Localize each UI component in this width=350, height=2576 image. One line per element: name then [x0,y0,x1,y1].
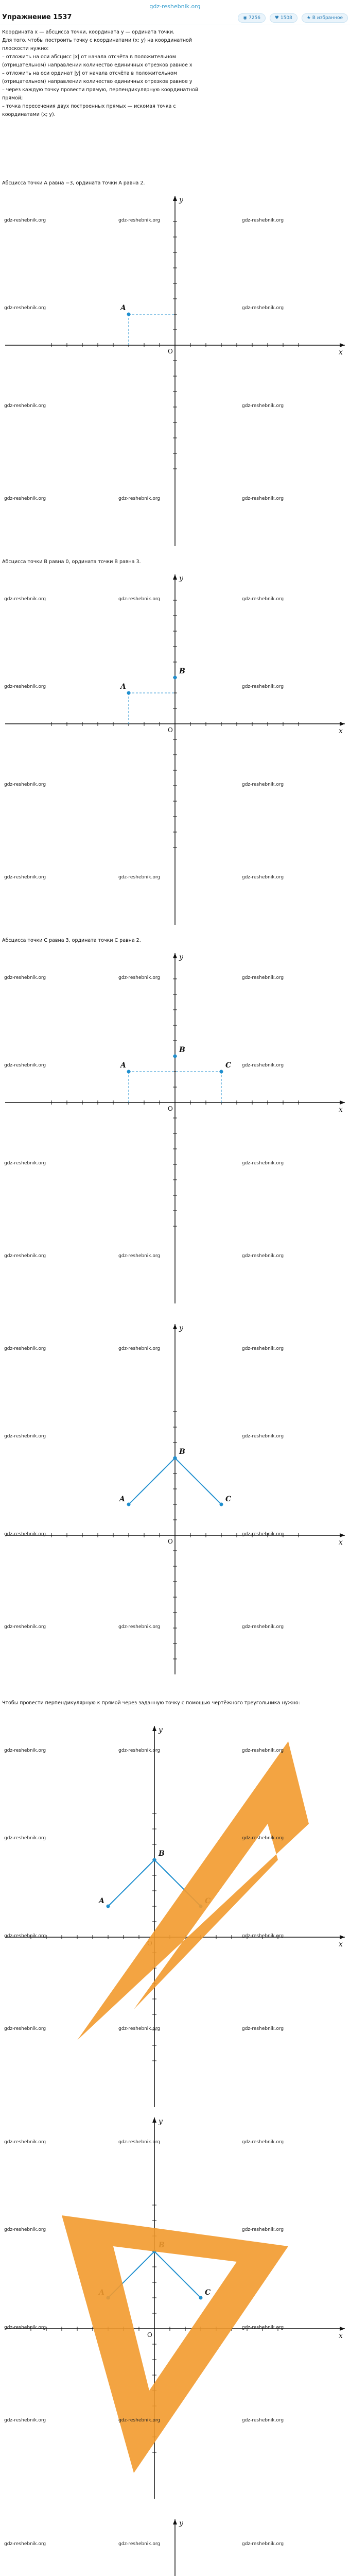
watermark: gdz-reshebnik.org [4,684,46,689]
watermark: gdz-reshebnik.org [4,2227,46,2232]
watermark: gdz-reshebnik.org [4,1161,46,1166]
side-bc [175,1458,221,1504]
intro-line: (отрицательном) направлении количество единичных отрезков равное x [2,62,192,68]
eye-icon: ◉ [243,15,248,21]
intro-text [2,29,342,120]
intro-line: – отложить на оси абсцисс |x| от начала отсчёта в положительном [2,54,176,60]
watermark: gdz-reshebnik.org [242,2140,284,2145]
watermark: gdz-reshebnik.org [118,875,161,880]
likes-count: 1508 [280,15,292,21]
y-axis-label: y [179,2519,183,2528]
intro-line: прямой; [2,95,23,101]
watermark: gdz-reshebnik.org [242,496,284,501]
x-axis-arrow [340,722,345,726]
watermark: gdz-reshebnik.org [242,2418,284,2423]
watermark: gdz-reshebnik.org [242,1434,284,1439]
watermark: gdz-reshebnik.org [4,1934,46,1939]
watermark: gdz-reshebnik.org [118,1346,161,1351]
watermark: gdz-reshebnik.org [4,1836,46,1841]
watermark: gdz-reshebnik.org [242,2541,284,2547]
watermark: gdz-reshebnik.org [242,875,284,880]
watermark: gdz-reshebnik.org [242,1836,284,1841]
y-axis-arrow [173,953,177,958]
point-a-label: A [120,683,126,691]
point-b-label: B [179,1046,185,1054]
set-square [62,2215,288,2473]
watermark: gdz-reshebnik.org [4,1434,46,1439]
point-b-dot [173,1456,177,1460]
watermark: gdz-reshebnik.org [4,306,46,311]
intro-line: Для того, чтобы построить точку с координатами (x; y) на координатной [2,38,192,43]
watermark: gdz-reshebnik.org [4,2026,46,2031]
watermark: gdz-reshebnik.org [242,1624,284,1630]
point-a-label: A [120,1061,126,1070]
point-a-dot [127,1070,131,1074]
watermark: gdz-reshebnik.org [118,496,161,501]
x-axis-label: x [339,727,343,735]
watermark: gdz-reshebnik.org [4,2325,46,2330]
watermark: gdz-reshebnik.org [242,597,284,602]
watermark: gdz-reshebnik.org [242,306,284,311]
y-axis-arrow [173,2519,177,2524]
watermark: gdz-reshebnik.org [4,218,46,223]
graph-6 [0,2112,350,2504]
x-axis-label: x [339,348,343,357]
graph-1 [0,191,350,551]
point-b-dot [153,1858,156,1862]
intro-line: Координата x — абсцисса точки, координата y — ордината точки. [2,29,175,35]
watermark: gdz-reshebnik.org [242,1063,284,1068]
header-bar [0,12,350,25]
watermark: gdz-reshebnik.org [4,975,46,980]
point-a-dot [127,313,131,316]
watermark: gdz-reshebnik.org [242,1934,284,1939]
point-a-label: A [120,304,126,312]
watermark: gdz-reshebnik.org [4,1253,46,1259]
intro-line: – точка пересечения двух построенных прямых — искомая точка с [2,104,176,109]
watermark: gdz-reshebnik.org [118,1253,161,1259]
watermark: gdz-reshebnik.org [242,1346,284,1351]
watermark: gdz-reshebnik.org [4,2140,46,2145]
point-a-dot [107,1905,110,1908]
x-axis-label: x [339,1940,343,1948]
watermark: gdz-reshebnik.org [242,1532,284,1537]
watermark: gdz-reshebnik.org [242,1748,284,1753]
intro-line: плоскости нужно: [2,46,49,52]
watermark: gdz-reshebnik.org [4,1748,46,1753]
watermark: gdz-reshebnik.org [118,2418,161,2423]
origin-label: O [168,1538,173,1545]
x-axis-label: x [339,1538,343,1547]
y-axis-arrow [173,196,177,201]
x-axis-arrow [340,2327,345,2331]
origin-label: O [147,2331,152,2338]
watermark: gdz-reshebnik.org [4,496,46,501]
watermark: gdz-reshebnik.org [118,1748,161,1753]
watermark: gdz-reshebnik.org [4,1624,46,1630]
watermark: gdz-reshebnik.org [242,2227,284,2232]
watermark: gdz-reshebnik.org [118,1624,161,1630]
y-axis-label: y [179,953,183,961]
x-axis-label: x [339,1106,343,1114]
bookmark-icon: ★ [306,15,311,21]
point-b-label: B [179,667,185,675]
x-axis-arrow [340,1935,345,1939]
intro-line: – через каждую точку провести прямую, перпендикулярную координатной [2,87,199,93]
origin-label: O [168,348,173,355]
intro-line: координатами (x; y). [2,112,56,117]
y-axis-arrow [173,574,177,580]
watermark: gdz-reshebnik.org [4,403,46,409]
watermark: gdz-reshebnik.org [4,1063,46,1068]
watermark: gdz-reshebnik.org [242,975,284,980]
watermark: gdz-reshebnik.org [118,975,161,980]
point-b-dot [173,676,177,680]
point-b-label: B [179,1448,185,1456]
y-axis-label: y [159,1726,163,1734]
watermark: gdz-reshebnik.org [4,2541,46,2547]
x-axis-label: x [339,2332,343,2340]
point-c-label: C [225,1495,232,1503]
views-pill[interactable] [238,13,266,23]
watermark: gdz-reshebnik.org [4,1346,46,1351]
caption-4: Чтобы провести перпендикулярную к прямой через заданную точку с помощью чертёжного треугольника нужно: [2,1700,300,1706]
origin-label: O [168,726,173,734]
y-axis-arrow [173,1324,177,1329]
x-axis-arrow [340,1100,345,1105]
caption-1: Абсцисса точки A равна −3, ордината точки A равна 2. [2,180,145,186]
y-axis-arrow [152,1726,156,1731]
point-c-label: C [225,1061,232,1070]
graph-3 [0,948,350,1309]
watermark: gdz-reshebnik.org [242,782,284,787]
watermark: gdz-reshebnik.org [242,2325,284,2330]
point-a-label: A [99,1897,104,1905]
origin-label: O [168,1105,173,1112]
site-name[interactable]: gdz-reshebnik.org [149,3,201,10]
point-c-dot [199,2296,203,2300]
point-b-label: B [159,1850,165,1858]
header-pills [238,13,348,23]
intro-line: – отложить на оси ординат |y| от начала отсчёта в положительном [2,71,178,76]
watermark: gdz-reshebnik.org [118,2541,161,2547]
likes-pill[interactable] [270,13,297,23]
set-square [77,1741,309,2040]
heart-icon: ♥ [274,15,279,21]
side-bc [154,2251,201,2298]
graph-5 [0,1721,350,2112]
watermark: gdz-reshebnik.org [242,2026,284,2031]
watermark: gdz-reshebnik.org [118,2026,161,2031]
point-a-dot [127,1503,131,1506]
caption-2: Абсцисса точки B равна 0, ордината точки B равна 3. [2,559,141,565]
watermark: gdz-reshebnik.org [4,875,46,880]
views-count: 7256 [249,15,260,21]
graph-7 [0,2514,350,2576]
watermark: gdz-reshebnik.org [242,684,284,689]
watermark: gdz-reshebnik.org [4,2418,46,2423]
watermark: gdz-reshebnik.org [242,1161,284,1166]
watermark: gdz-reshebnik.org [118,218,161,223]
graph-2 [0,569,350,930]
x-axis-arrow [340,1533,345,1537]
y-axis-label: y [179,1324,183,1332]
watermark: gdz-reshebnik.org [242,403,284,409]
point-a-dot [127,691,131,695]
favorite-label: В избранное [312,15,343,21]
caption-3: Абсцисса точки C равна 3, ордината точки C равна 2. [2,938,141,943]
point-a-label: A [119,1495,125,1503]
favorite-button[interactable] [302,13,348,23]
intro-line: (отрицательном) направлении количество единичных отрезков равное y [2,79,192,84]
point-c-dot [220,1503,223,1506]
graph-4 [0,1319,350,1680]
watermark: gdz-reshebnik.org [4,782,46,787]
x-axis-arrow [340,343,345,347]
y-axis-label: y [159,2117,163,2126]
y-axis-label: y [179,196,183,204]
point-c-dot [220,1070,223,1074]
watermark: gdz-reshebnik.org [118,2140,161,2145]
watermark: gdz-reshebnik.org [242,1253,284,1259]
y-axis-label: y [179,574,183,583]
watermark: gdz-reshebnik.org [118,597,161,602]
side-ab [108,1860,154,1906]
watermark: gdz-reshebnik.org [4,1532,46,1537]
side-ab [129,1458,175,1504]
watermark: gdz-reshebnik.org [4,597,46,602]
point-b-dot [173,1055,177,1058]
point-c-label: C [205,2289,211,2297]
y-axis-arrow [152,2117,156,2123]
watermark: gdz-reshebnik.org [242,218,284,223]
page-title: Упражнение 1537 [2,13,72,21]
